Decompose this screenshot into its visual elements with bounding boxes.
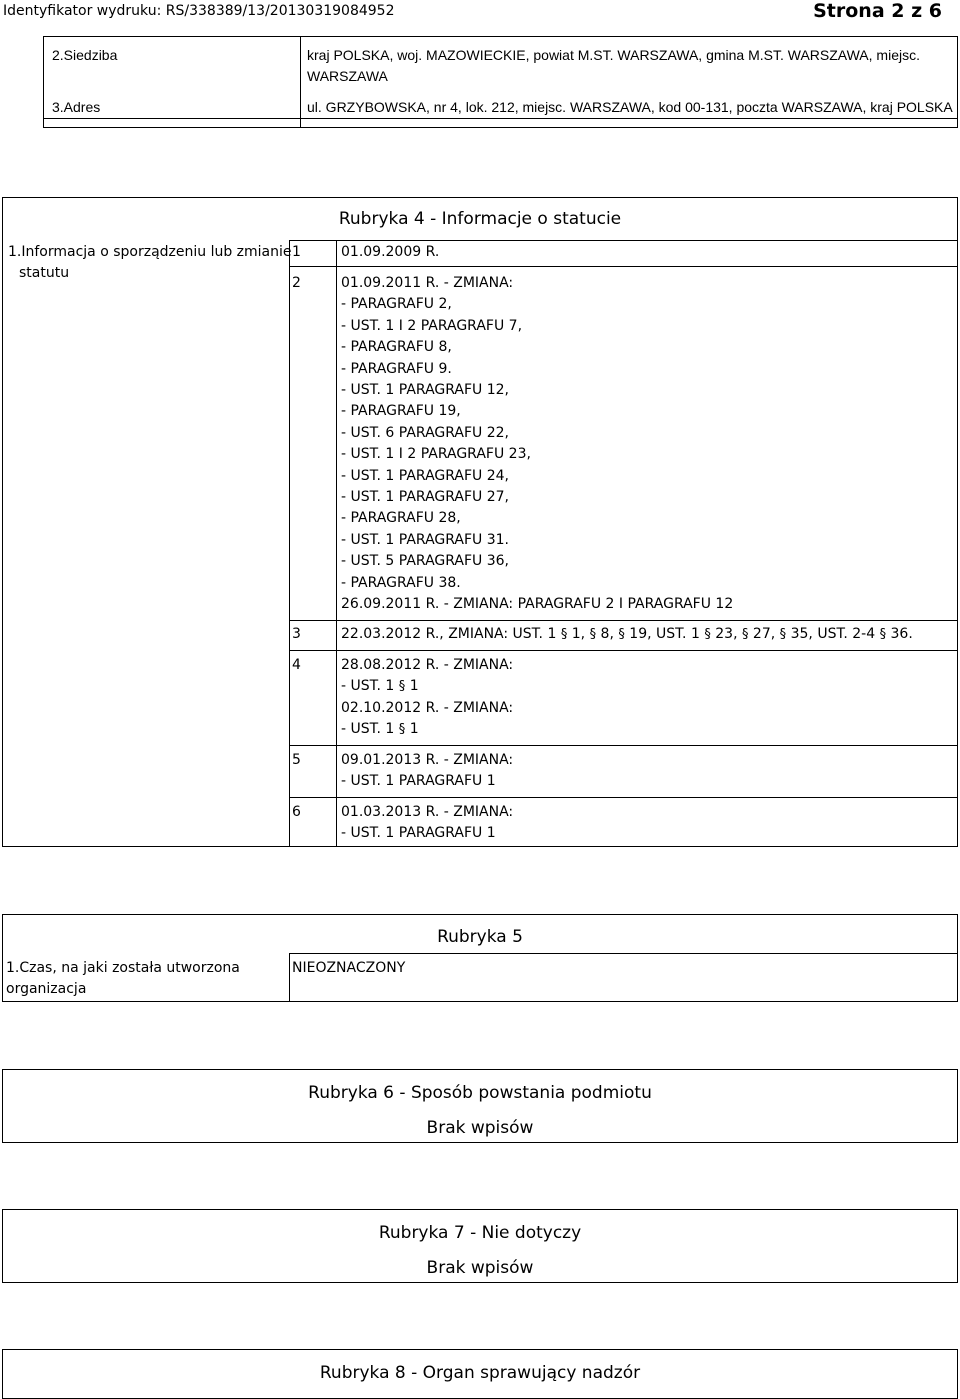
entry-2-line: - UST. 1 PARAGRAFU 12, [341,382,509,399]
paragraph-sign-icon: § [741,627,749,642]
entry-2-line: - UST. 6 PARAGRAFU 22, [341,424,509,441]
entry-4-line: 02.10.2012 R. - ZMIANA: [341,699,514,716]
entry-5-rule [289,797,958,798]
entry-6-line: - UST. 1 PARAGRAFU 1 [341,825,496,842]
entry-3-part: 35, UST. 2-4 [786,626,880,642]
paragraph-sign-icon: § [779,627,787,642]
rubryka-7-value: Brak wpisów [426,1258,534,1278]
paragraph-sign-icon: § [879,627,887,642]
entry-4-line [341,676,513,697]
print-identifier: Identyfikator wydruku: RS/338389/13/20130319084952 [3,3,395,19]
entry-2-line: - UST. 1 PARAGRAFU 24, [341,467,509,484]
rubryka-4-label-divider [289,240,290,847]
rubryka-5-divider [289,953,290,1002]
entry-4-part: 1 [409,721,419,738]
entry-5-num: 5 [292,752,301,768]
entry-4-part: - UST. 1 [341,721,399,738]
entry-3-part: 1, [567,626,590,642]
entry-4-num: 4 [292,657,301,673]
adres-label: 3.Adres [52,99,101,115]
rubryka-6-value: Brak wpisów [426,1118,534,1138]
entry-4-line: 28.08.2012 R. - ZMIANA: [341,657,514,673]
rubryka-5-value: NIEOZNACZONY [292,960,406,976]
rubryka-5-header-rule [289,953,958,954]
entry-5-line: - UST. 1 PARAGRAFU 1 [341,773,496,790]
entry-2-text [341,273,733,616]
siedziba-value-line1: kraj POLSKA, woj. MAZOWIECKIE, powiat M.ST. WARSZAWA, gmina M.ST. WARSZAWA, miejsc. [307,47,920,63]
entry-2-line: - UST. 1 I 2 PARAGRAFU 7, [341,317,523,334]
paragraph-sign-icon: § [618,627,625,642]
rubryka-5-label-line2: organizacja [6,981,87,997]
entry-6-num: 6 [292,804,301,820]
entry-2-line: 26.09.2011 R. - ZMIANA: PARAGRAFU 2 I PARAGRAFU 12 [341,596,734,613]
top-table-divider [300,36,301,128]
entry-4-line [341,719,513,740]
entry-3-part: 22.03.2012 R., ZMIANA: UST. 1 [341,626,561,642]
entry-1-num: 1 [292,244,301,260]
adres-value: ul. GRZYBOWSKA, nr 4, lok. 212, miejsc. WARSZAWA, kod 00-131, poczta WARSZAWA, kraj POLSKA [307,99,953,115]
entry-2-line: 01.09.2011 R. - ZMIANA: [341,275,514,291]
rubryka-4-label-line2: statutu [19,265,70,281]
rubryka-4-title: Rubryka 4 - Informacje o statucie [338,209,622,229]
entry-2-num: 2 [292,275,301,291]
paragraph-sign-icon: § [398,679,406,695]
entry-2-line: - PARAGRAFU 2, [341,296,452,313]
siedziba-label: 2.Siedziba [52,47,118,63]
entry-1-rule [289,266,958,267]
entry-3-text [341,624,913,645]
paragraph-sign-icon: § [560,627,568,642]
paragraph-sign-icon: § [704,627,711,642]
entry-3-part: 23, [710,626,742,642]
entry-3-part: 8, [596,626,619,642]
entry-2-line: - PARAGRAFU 19, [341,403,461,420]
entry-4-text [341,655,513,741]
rubryka-5-title: Rubryka 5 [437,927,523,947]
entry-2-line: - PARAGRAFU 9. [341,360,452,377]
entry-2-line: - UST. 1 PARAGRAFU 27, [341,489,509,506]
entry-4-part: - UST. 1 [341,678,399,695]
paragraph-sign-icon: § [398,722,406,738]
entry-4-rule [289,745,958,746]
entry-3-part: 19, UST. 1 [624,626,705,642]
paragraph-sign-icon: § [589,627,597,642]
rubryka-8-title: Rubryka 8 - Organ sprawujący nadzór [319,1363,641,1383]
entry-2-line: - PARAGRAFU 38. [341,574,461,591]
entry-3-rule [289,650,958,651]
rubryka-7-title: Rubryka 7 - Nie dotyczy [378,1223,582,1243]
rubryka-4-header-rule [289,240,958,241]
rubryka-4-label-line1: 1.Informacja o sporządzeniu lub zmianie [8,244,292,260]
entry-1-text: 01.09.2009 R. [341,244,440,260]
entry-2-rule [289,620,958,621]
page-number: Strona 2 z 6 [813,0,942,22]
siedziba-value-line2: WARSZAWA [307,68,388,84]
entry-2-line: - PARAGRAFU 8, [341,339,452,356]
rubryka-6-title: Rubryka 6 - Sposób powstania podmiotu [308,1083,652,1103]
entry-3-part: 27, [748,626,780,642]
rubryka-4-num-divider [336,240,337,847]
entry-4-part: 1 [409,678,419,695]
rubryka-5-label-line1: 1.Czas, na jaki została utworzona [6,960,240,976]
entry-2-line: - UST. 1 PARAGRAFU 31. [341,531,509,548]
entry-6-line: 01.03.2013 R. - ZMIANA: [341,804,514,820]
entry-2-line: - UST. 5 PARAGRAFU 36, [341,553,509,570]
entry-2-line: - PARAGRAFU 28, [341,510,461,527]
entry-5-text [341,750,513,793]
entry-5-line: 09.01.2013 R. - ZMIANA: [341,752,514,768]
entry-6-text [341,802,513,845]
entry-3-num: 3 [292,626,301,642]
entry-3-part: 36. [886,626,913,642]
entry-2-line: - UST. 1 I 2 PARAGRAFU 23, [341,446,531,463]
